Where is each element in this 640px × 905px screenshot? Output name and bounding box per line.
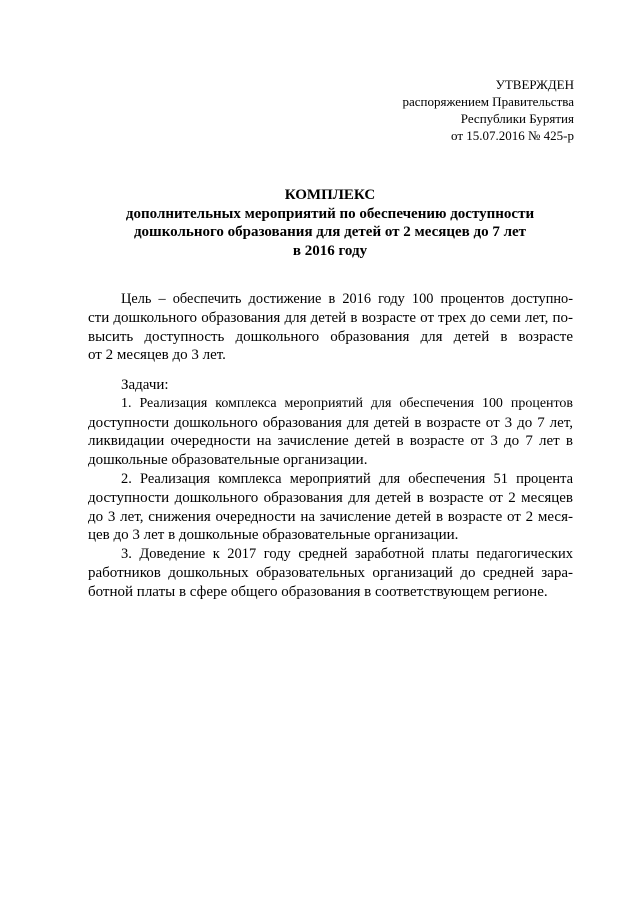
tasks-section	[88, 376, 573, 602]
title-line-4: в 2016 году	[292, 242, 368, 259]
goal-paragraph	[88, 290, 573, 365]
task-2-line-4: цев до 3 лет в дошкольные образовательные организации.	[88, 527, 459, 544]
goal-section	[88, 290, 573, 365]
task-3-line-3: ботной платы в сфере общего образования в соответствующем регионе.	[88, 583, 548, 600]
goal-line-2: сти дошкольного образования для детей в возрасте от трех до семи лет, по-	[88, 309, 573, 326]
title-line-2: дополнительных мероприятий по обеспечению доступности	[125, 205, 535, 222]
goal-line-3: высить доступность дошкольного образования для детей в возрасте	[88, 328, 573, 345]
task-item-2	[88, 470, 573, 545]
task-item-3	[88, 545, 573, 601]
document-title	[80, 186, 580, 260]
tasks-heading-paragraph	[88, 376, 573, 395]
task-1-line-1: 1. Реализация комплекса мероприятий для обеспечения 100 процентов	[121, 395, 573, 411]
approval-region: Республики Бурятия	[460, 111, 574, 126]
task-3-line-1: 3. Доведение к 2017 году средней заработной платы педагогических	[121, 546, 573, 563]
tasks-heading: Задачи:	[121, 377, 169, 393]
task-2-line-1: 2. Реализация комплекса мероприятий для обеспечения 51 процента	[121, 470, 573, 487]
approval-date-number: от 15.07.2016 № 425-р	[451, 128, 574, 143]
task-2-line-3: до 3 лет, снижения очередности на зачисление детей в возрасте от 2 меся-	[88, 508, 573, 525]
goal-line-4: от 2 месяцев до 3 лет.	[88, 347, 226, 364]
task-3-line-2: работников дошкольных образовательных организаций до средней зара-	[88, 564, 573, 581]
approval-issuer: распоряжением Правительства	[402, 94, 574, 109]
task-1-line-4: дошкольные образовательные организации.	[88, 452, 368, 469]
task-2-line-2: доступности дошкольного образования для детей в возрасте от 2 месяцев	[88, 489, 573, 506]
title-line-3: дошкольного образования для детей от 2 месяцев до 7 лет	[133, 224, 527, 240]
task-item-1	[88, 395, 573, 470]
title-line-1: КОМПЛЕКС	[284, 187, 376, 203]
approval-stamp-block	[402, 76, 574, 144]
goal-line-1: Цель – обеспечить достижение в 2016 году 100 процентов доступно-	[121, 291, 573, 307]
task-1-line-3: ликвидации очередности на зачисление детей в возрасте от 3 до 7 лет в	[88, 433, 573, 450]
task-1-line-2: доступности дошкольного образования для детей в возрасте от 3 до 7 лет,	[88, 414, 573, 431]
approval-title: УТВЕРЖДЕН	[495, 77, 574, 92]
